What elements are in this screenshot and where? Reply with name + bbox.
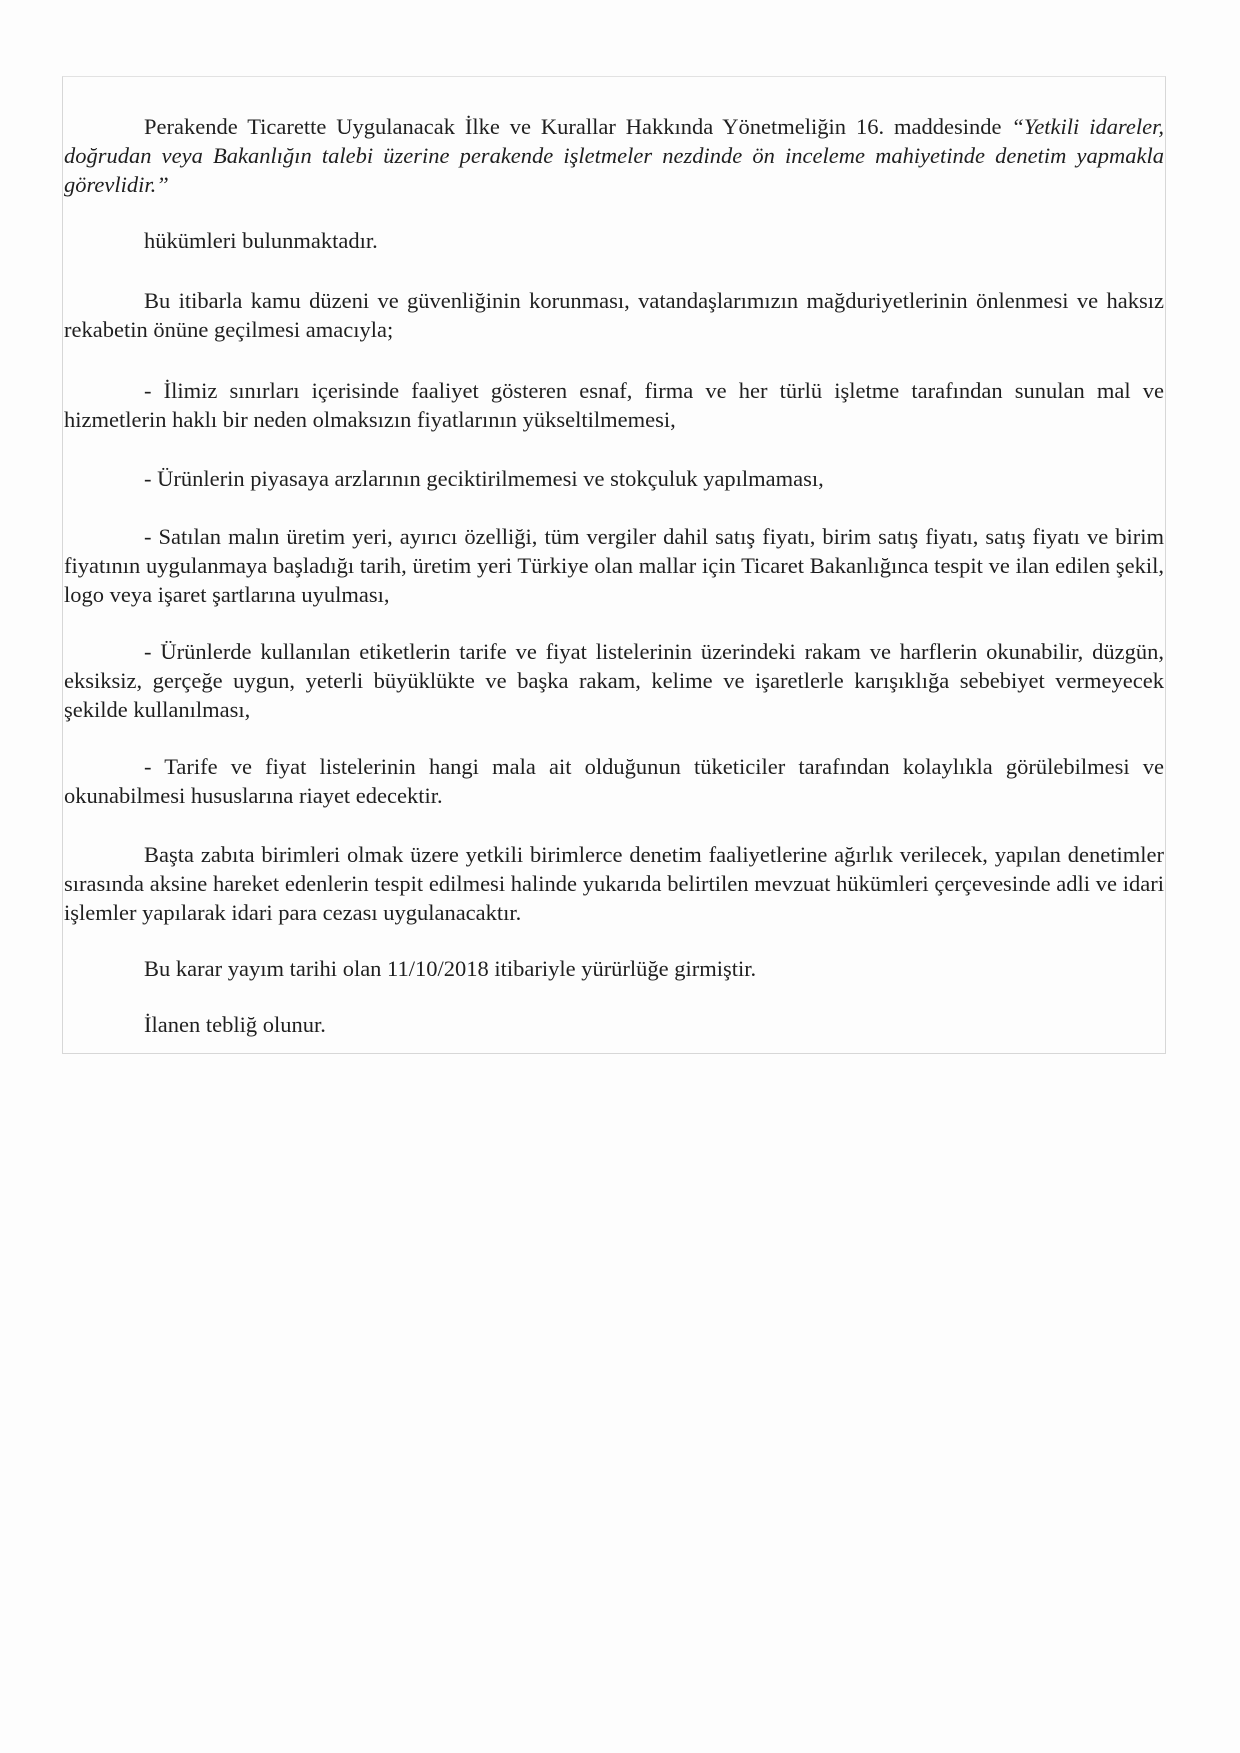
regulation-text: Perakende Ticarette Uygulanacak İlke ve Kurallar Hakkında Yönetmeliğin 16. maddesinde [144,114,1012,139]
paragraph-effective-date: Bu karar yayım tarihi olan 11/10/2018 itibariyle yürürlüğe girmiştir. [144,956,757,981]
list-item-prices: - İlimiz sınırları içerisinde faaliyet gösteren esnaf, firma ve her türlü işletme tarafından sunulan mal ve hizmetlerin haklı bir neden olmaksızın fiyatlarının yükseltilmemesi, [64,378,1164,432]
regulation-quote: “Yetkili idareler, doğrudan veya Bakanlığın talebi üzerine perakende işletmeler nezdinde ön inceleme mahiyetinde denetim yapmakla görevlidir.” [64,114,1164,197]
paragraph-announcement: İlanen tebliğ olunur. [144,1012,326,1037]
paragraph-purpose: Bu itibarla kamu düzeni ve güvenliğinin korunması, vatandaşlarımızın mağduriyetlerinin önlenmesi ve haksız rekabetin önüne geçilmesi amacıyla; [64,288,1164,342]
list-item-price-lists: - Tarife ve fiyat listelerinin hangi mala ait olduğunun tüketiciler tarafından kolaylıkla görülebilmesi ve okunabilmesi hususlarına riayet edecektir. [64,754,1164,808]
list-item-labeling: - Satılan malın üretim yeri, ayırıcı özelliği, tüm vergiler dahil satış fiyatı, birim satış fiyatı, satış fiyatı ve birim fiyatının uygulanmaya başladığı tarih, üretim yeri Türkiye olan mallar için Ticaret Bakanlığınca tespit ve ilan edilen şekil, logo veya işaret şartlarına uyulması, [64,524,1164,607]
paragraph-enforcement: Başta zabıta birimleri olmak üzere yetkili birimlerce denetim faaliyetlerine ağırlık verilecek, yapılan denetimler sırasında aksine hareket edenlerin tespit edilmesi halinde yukarıda belirtilen mevzuat hükümleri çerçevesinde adli ve idari işlemler yapılarak idari para cezası uygulanacaktır. [64,842,1164,925]
list-item-price-tags: - Ürünlerde kullanılan etiketlerin tarife ve fiyat listelerinin üzerindeki rakam ve harflerin okunabilir, düzgün, eksiksiz, gerçeğe uygun, yeterli büyüklükte ve başka rakam, kelime ve işaretlerle karışıklığa sebebiyet vermeyecek şekilde kullanılması, [64,639,1164,722]
paragraph-regulation-reference [64,112,1164,199]
list-item-stockpiling: - Ürünlerin piyasaya arzlarının geciktirilmemesi ve stokçuluk yapılmaması, [144,466,824,491]
paragraph-provisions: hükümleri bulunmaktadır. [144,228,378,253]
